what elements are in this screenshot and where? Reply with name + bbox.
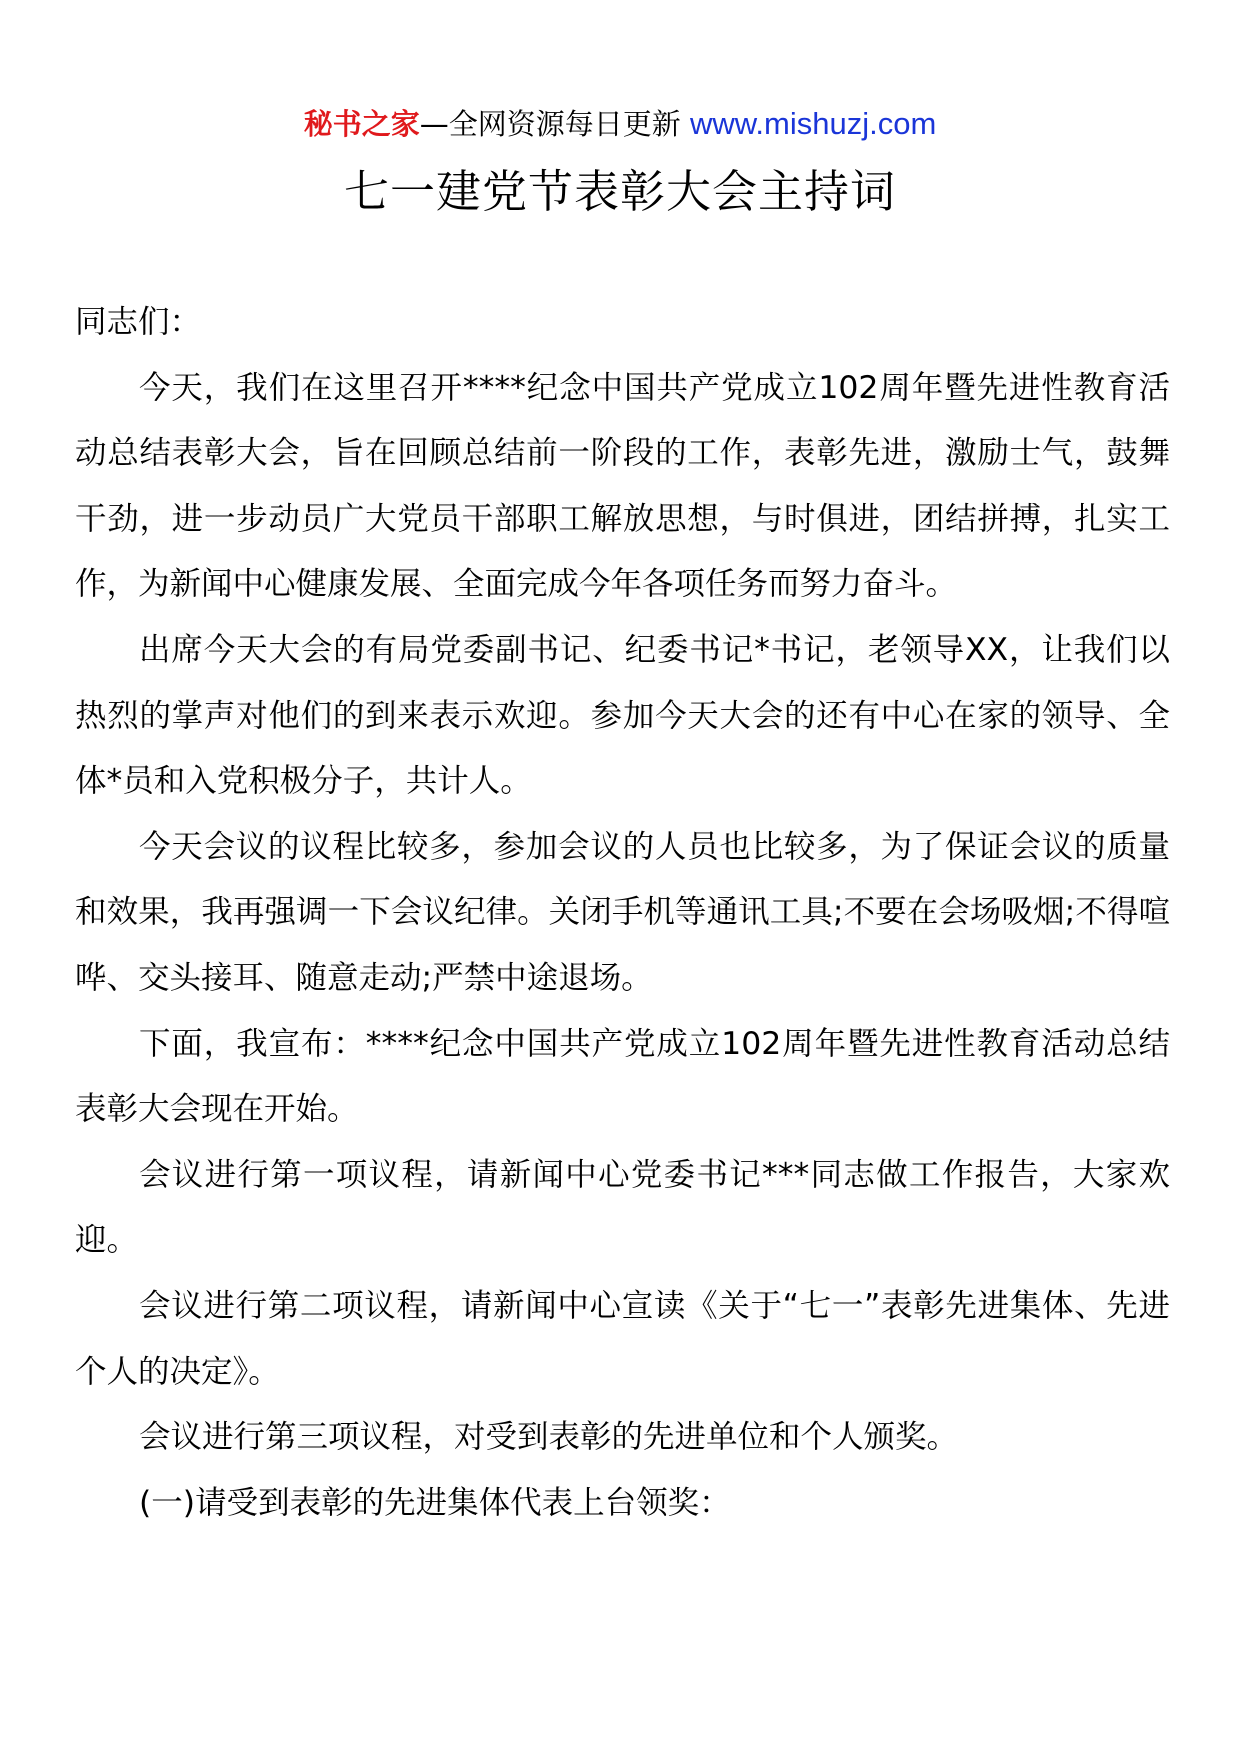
brand-name: 秘书之家 [303, 107, 420, 141]
paragraph-award-item-1: (一)请受到表彰的先进集体代表上台领奖： [139, 1484, 731, 1521]
site-header [0, 104, 1240, 144]
site-link[interactable]: www.mishuzj.com [689, 106, 937, 141]
paragraph-agenda-2: 会议进行第二项议程，请新闻中心宣读《关于“七一”表彰先进集体、先进个人的决定》。 [75, 1287, 1170, 1390]
paragraph-attendees: 出席今天大会的有局党委副书记、纪委书记*书记，老领导XX，让我们以热烈的掌声对他们的到来表示欢迎。参加今天大会的还有中心在家的领导、全体*员和入党积极分子，共计人。 [75, 631, 1170, 800]
greeting: 同志们： [75, 304, 202, 340]
header-tagline: —全网资源每日更新 [419, 107, 681, 141]
paragraph-agenda-3: 会议进行第三项议程，对受到表彰的先进单位和个人颁奖。 [139, 1419, 959, 1456]
paragraph-discipline: 今天会议的议程比较多，参加会议的人员也比较多，为了保证会议的质量和效果，我再强调一下会议纪律。关闭手机等通讯工具;不要在会场吸烟;不得喧哗、交头接耳、随意走动;严禁中途退场。 [75, 828, 1170, 996]
document-body [75, 290, 1170, 1536]
document-title: 七一建党节表彰大会主持词 [343, 165, 896, 218]
paragraph-announcement: 下面，我宣布：****纪念中国共产党成立102周年暨先进性教育活动总结表彰大会现在开始。 [75, 1025, 1170, 1128]
paragraph-opening: 今天，我们在这里召开****纪念中国共产党成立102周年暨先进性教育活动总结表彰大会，旨在回顾总结前一阶段的工作，表彰先进，激励士气，鼓舞干劲，进一步动员广大党员干部职工解放思想，与时俱进，团结拼搏，扎实工作，为新闻中心健康发展、全面完成今年各项任务而努力奋斗。 [75, 369, 1170, 603]
paragraph-agenda-1: 会议进行第一项议程，请新闻中心党委书记***同志做工作报告，大家欢迎。 [75, 1156, 1170, 1259]
